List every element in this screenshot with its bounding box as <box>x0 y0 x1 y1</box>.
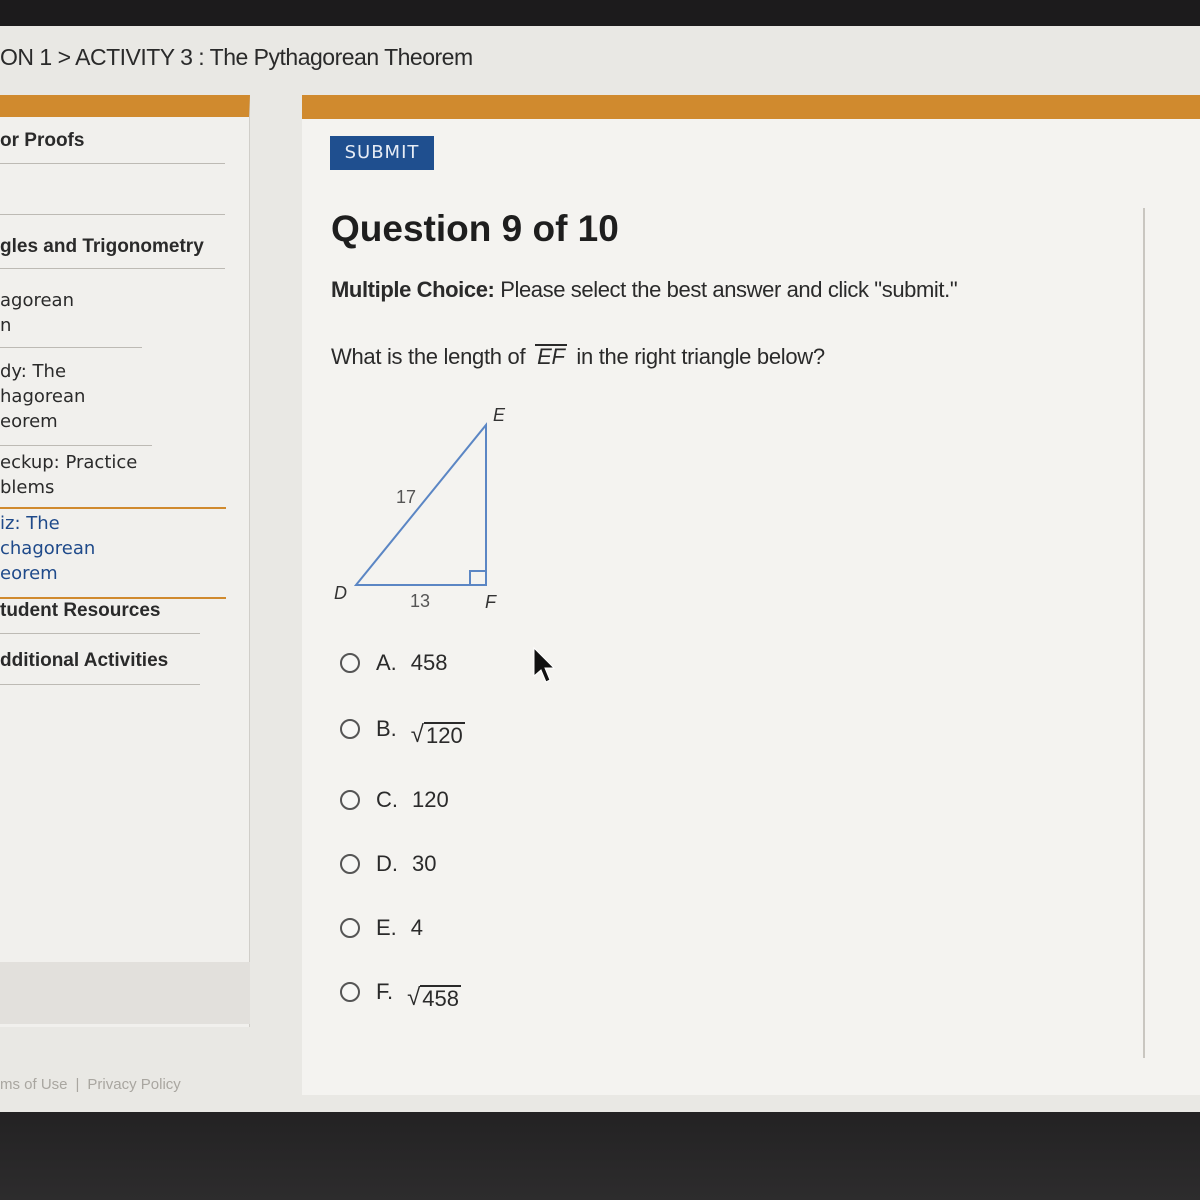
choice-letter: A. <box>376 650 397 675</box>
privacy-link[interactable]: Privacy Policy <box>87 1076 181 1093</box>
radical-sign-icon: √ <box>407 984 421 1011</box>
choice-value: 458 <box>422 986 460 1011</box>
choice-value: 120 <box>412 787 449 812</box>
radio-button[interactable] <box>340 653 360 673</box>
sidebar-divider <box>0 347 142 348</box>
instruction-label: Multiple Choice: <box>331 277 495 302</box>
footer-links <box>0 1076 181 1093</box>
choice-letter: D. <box>376 851 398 876</box>
footer-separator: | <box>75 1076 80 1093</box>
sidebar-item-pythagorean-intro[interactable]: agorean n <box>0 290 74 336</box>
question-instruction <box>331 277 957 303</box>
monitor-bezel-top <box>0 0 1200 26</box>
radical-expression <box>407 985 461 1011</box>
breadcrumb: ON 1 > ACTIVITY 3 : The Pythagorean Theorem <box>0 44 473 70</box>
sidebar-item-triangles-trig[interactable]: gles and Trigonometry <box>0 236 204 257</box>
choice-value: 4 <box>410 915 424 940</box>
sidebar-divider <box>0 633 200 634</box>
radical-sign-icon: √ <box>410 721 424 748</box>
sidebar-divider <box>0 684 200 685</box>
sidebar-divider <box>0 214 225 215</box>
vertex-f-label: F <box>485 592 496 612</box>
choice-b[interactable] <box>340 712 465 746</box>
submit-button[interactable]: SUBMIT <box>330 136 434 170</box>
mouse-cursor-icon <box>532 646 556 686</box>
right-triangle-figure <box>320 395 540 625</box>
choice-a[interactable] <box>340 646 448 680</box>
segment-ef: EF <box>537 344 565 369</box>
question-prompt <box>331 344 825 370</box>
triangle-shape <box>356 425 486 585</box>
choice-letter: C. <box>376 787 398 812</box>
sidebar-item-study[interactable]: dy: The hagorean eorem <box>0 361 86 432</box>
radio-button[interactable] <box>340 719 360 739</box>
choice-e[interactable] <box>340 911 423 945</box>
sidebar-divider <box>0 163 225 164</box>
sidebar-divider-active <box>0 507 226 509</box>
sidebar-item-proofs[interactable]: or Proofs <box>0 130 85 151</box>
choice-value: 120 <box>425 723 463 748</box>
radio-button[interactable] <box>340 790 360 810</box>
prompt-before: What is the length of <box>331 344 526 369</box>
terms-link[interactable]: ms of Use <box>0 1076 68 1093</box>
sidebar-footer-bar <box>0 962 250 1024</box>
question-title: Question 9 of 10 <box>331 208 619 249</box>
radio-button[interactable] <box>340 918 360 938</box>
choice-c[interactable] <box>340 783 449 817</box>
sidebar-item-student-resources[interactable]: tudent Resources <box>0 600 161 621</box>
base-length-label: 13 <box>410 591 431 611</box>
radical-expression <box>411 722 465 748</box>
sidebar-item-quiz[interactable]: iz: The chagorean eorem <box>0 513 96 584</box>
choice-f[interactable] <box>340 975 461 1009</box>
choice-value: 30 <box>412 851 437 876</box>
radio-button[interactable] <box>340 982 360 1002</box>
radio-button[interactable] <box>340 854 360 874</box>
panel-divider <box>1143 208 1145 1058</box>
monitor-bezel-bottom <box>0 1112 1200 1200</box>
hypotenuse-length-label: 17 <box>396 487 417 507</box>
vertex-e-label: E <box>493 405 506 425</box>
choice-d[interactable] <box>340 847 436 881</box>
sidebar-divider <box>0 268 225 269</box>
right-angle-marker <box>470 571 486 585</box>
instruction-text: Please select the best answer and click "submit." <box>494 277 958 302</box>
choice-letter: E. <box>376 915 397 940</box>
sidebar-item-checkup[interactable]: eckup: Practice blems <box>0 452 138 498</box>
choice-letter: F. <box>376 979 394 1004</box>
vertex-d-label: D <box>334 583 347 603</box>
choice-letter: B. <box>376 716 397 741</box>
sidebar-divider <box>0 445 152 446</box>
choice-value: 458 <box>410 650 448 675</box>
prompt-after: in the right triangle below? <box>576 344 825 369</box>
sidebar-item-additional-activities[interactable]: dditional Activities <box>0 650 169 671</box>
